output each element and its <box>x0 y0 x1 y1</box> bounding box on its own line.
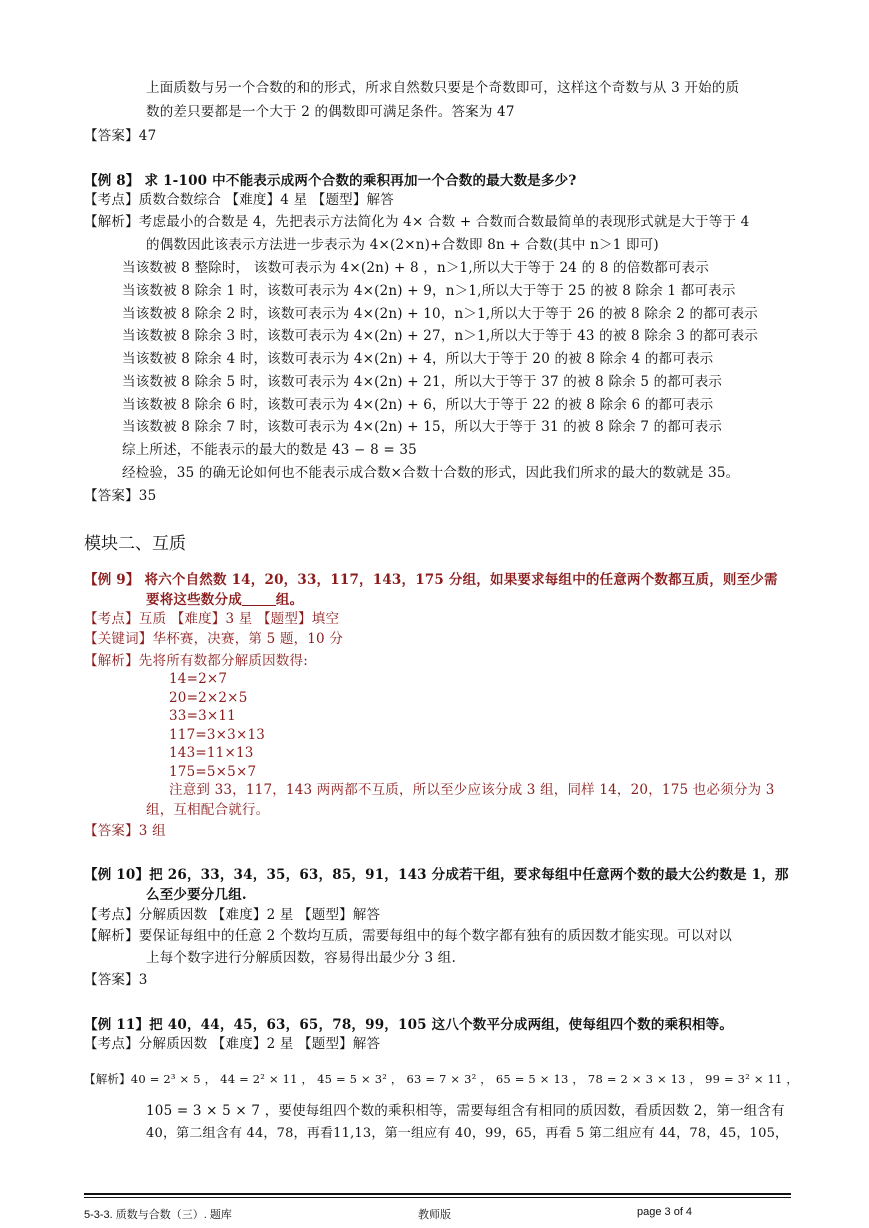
module-heading: 模块二、互质 <box>84 534 186 554</box>
example-8-case: 当该数被 8 除余 5 时，该数可表示为 4×(2n) + 21，所以大于等于 37 的被 8 除余 5 的都可表示 <box>122 374 723 390</box>
example-8-case: 当该数被 8 除余 2 时，该数可表示为 4×(2n) + 10，n＞1,所以大于等于 26 的被 8 除余 2 的都可表示 <box>122 306 759 322</box>
example-9-kaodian: 【考点】互质 【难度】3 星 【题型】填空 <box>84 611 340 627</box>
example-10-kaodian: 【考点】分解质因数 【难度】2 星 【题型】解答 <box>84 907 381 923</box>
example-10-jiexi-line: 【解析】要保证每组中的任意 2 个数均互质，需要每组中的每个数字都有独有的质因数才能实现。可以对以 <box>84 928 732 944</box>
example-10-answer: 【答案】3 <box>84 972 148 988</box>
factorization-line: 33=3×11 <box>169 708 236 724</box>
footer-rule <box>84 1197 791 1198</box>
example-10-title-cont: 么至少要分几组. <box>146 887 247 903</box>
paragraph-line: 上面质数与另一个合数的和的形式，所求自然数只要是个奇数即可，这样这个奇数与从 3 开始的质 <box>146 80 740 96</box>
factorization-line: 14=2×7 <box>169 671 228 687</box>
example-8-case: 当该数被 8 除余 1 时，该数可表示为 4×(2n) + 9，n＞1,所以大于等于 25 的被 8 除余 1 都可表示 <box>122 283 736 299</box>
example-8-title: 【例 8】 求 1-100 中不能表示成两个合数的乘积再加一个合数的最大数是多少? <box>84 173 577 189</box>
example-11-jiexi-line: 105 = 3 × 5 × 7 ，要使每组四个数的乘积相等，需要每组含有相同的质因数，看质因数 2，第一组含有 <box>146 1103 785 1119</box>
example-8-jiexi-line: 【解析】考虑最小的合数是 4，先把表示方法简化为 4× 合数 + 合数而合数最简单的表现形式就是大于等于 4 <box>84 214 750 230</box>
example-8-kaodian: 【考点】质数合数综合 【难度】4 星 【题型】解答 <box>84 192 394 208</box>
example-9-title-text: 组。 <box>275 592 304 608</box>
factorization-line: 20=2×2×5 <box>169 690 248 706</box>
example-8-jiexi-line: 的偶数因此该表示方法进一步表示为 4×(2×n)+合数即 8n + 合数(其中 n＞1 即可) <box>146 237 659 253</box>
example-8-case: 当该数被 8 除余 7 时，该数可表示为 4×(2n) + 15，所以大于等于 31 的被 8 除余 7 的都可表示 <box>122 419 723 435</box>
example-9-note: 注意到 33，117，143 两两都不互质，所以至少应该分成 3 组，同样 14，20，175 也必须分为 3 <box>169 782 775 798</box>
example-8-case: 当该数被 8 除余 6 时，该数可表示为 4×(2n) + 6，所以大于等于 22 的被 8 除余 6 的都可表示 <box>122 397 714 413</box>
footer-center: 教师版 <box>418 1209 451 1221</box>
footer-left: 5-3-3. 质数与合数（三）. 题库 <box>84 1209 232 1221</box>
footer-rule <box>84 1193 791 1195</box>
example-11-jiexi-line: 【解析】40 = 2³ × 5 ， 44 = 2² × 11 ， 45 = 5 × 3² ， 63 = 7 × 3² ， 65 = 5 × 13 ， 78 = 2 × 3 × 13 ， 99 = 3² × 11 ， <box>84 1072 799 1086</box>
answer-line: 【答案】47 <box>84 128 157 144</box>
example-9-keywords: 【关键词】华杯赛，决赛，第 5 题，10 分 <box>84 631 344 647</box>
factorization-line: 143=11×13 <box>169 745 254 761</box>
footer-page-number: page 3 of 4 <box>637 1206 693 1218</box>
example-8-summary: 综上所述，不能表示的最大的数是 43 − 8 = 35 <box>122 442 417 458</box>
example-11-jiexi-line: 40，第二组含有 44，78，再看11,13，第一组应有 40，99，65，再看 5 第二组应有 44，78，45，105， <box>146 1126 789 1141</box>
example-9-note: 组，互相配合就行。 <box>146 802 270 818</box>
paragraph-line: 数的差只要都是一个大于 2 的偶数即可满足条件。答案为 47 <box>146 104 515 120</box>
example-9-title-text: 要将这些数分成 <box>146 592 242 608</box>
example-8-case: 当该数被 8 除余 4 时，该数可表示为 4×(2n) + 4，所以大于等于 20 的被 8 除余 4 的都可表示 <box>122 351 714 367</box>
example-11-title: 【例 11】把 40，44，45，63，65，78，99，105 这八个数平分成两组，使每组四个数的乘积相等。 <box>84 1017 734 1033</box>
example-10-jiexi-line: 上每个数字进行分解质因数，容易得出最少分 3 组. <box>146 950 456 966</box>
example-8-check: 经检验，35 的确无论如何也不能表示成合数×合数十合数的形式，因此我们所求的最大的数就是 35。 <box>122 465 740 481</box>
factorization-line: 117=3×3×13 <box>169 727 266 743</box>
example-8-case: 当该数被 8 整除时， 该数可表示为 4×(2n) + 8 ，n＞1,所以大于等于 24 的 8 的倍数都可表示 <box>122 260 709 276</box>
example-9-title-cont <box>146 591 303 609</box>
example-10-title: 【例 10】把 26，33，34，35，63，85，91，143 分成若干组，要求每组中任意两个数的最大公约数是 1，那 <box>84 867 789 883</box>
example-8-case: 当该数被 8 除余 3 时，该数可表示为 4×(2n) + 27，n＞1,所以大于等于 43 的被 8 除余 3 的都可表示 <box>122 328 759 344</box>
example-9-answer: 【答案】3 组 <box>84 823 166 839</box>
example-9-title: 【例 9】 将六个自然数 14，20，33，117，143，175 分组，如果要求每组中的任意两个数都互质，则至少需 <box>84 572 778 588</box>
example-11-kaodian: 【考点】分解质因数 【难度】2 星 【题型】解答 <box>84 1036 381 1052</box>
factorization-line: 175=5×5×7 <box>169 764 257 780</box>
fill-in-blank <box>242 591 276 606</box>
example-9-jiexi: 【解析】先将所有数都分解质因数得: <box>84 653 308 669</box>
example-8-answer: 【答案】35 <box>84 488 157 504</box>
